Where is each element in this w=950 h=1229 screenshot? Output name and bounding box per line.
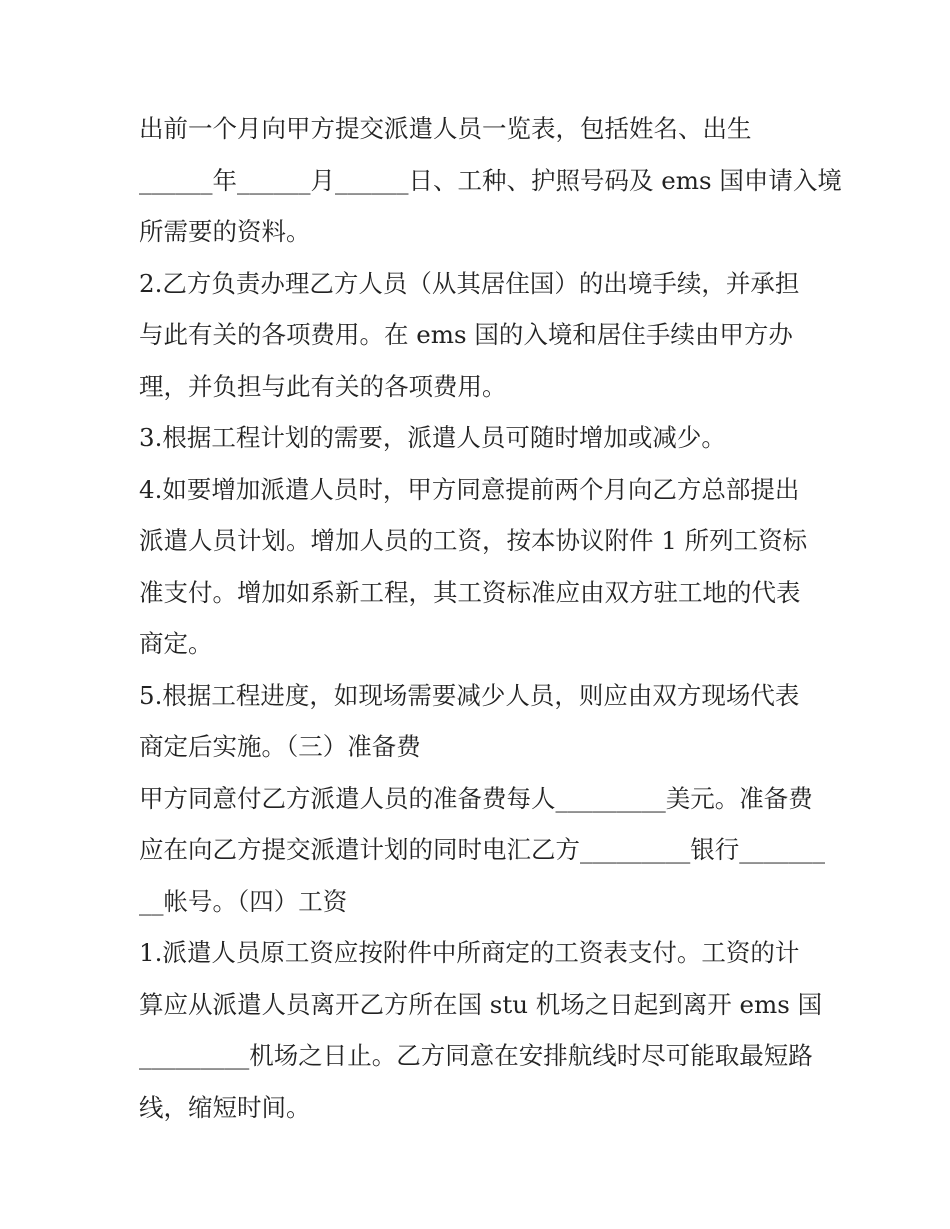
- text-line: 商定后实施。（三）准备费: [139, 732, 421, 761]
- text-line: 3.根据工程计划的需要，派遣人员可随时增加或减少。: [139, 423, 726, 452]
- text-line: 2.乙方负责办理乙方人员（从其居住国）的出境手续，并承担: [139, 268, 800, 298]
- text-line: 1.派遣人员原工资应按附件中所商定的工资表支付。工资的计: [139, 938, 800, 967]
- text-line: 商定。: [139, 629, 213, 658]
- text-line: 线，缩短时间。: [139, 1092, 311, 1122]
- text-line: _________机场之日止。乙方同意在安排航线时尽可能取最短路: [139, 1041, 813, 1070]
- text-line: 理，并负担与此有关的各项费用。: [139, 371, 507, 401]
- text-line: 甲方同意付乙方派遣人员的准备费每人_________美元。准备费: [139, 783, 813, 813]
- text-line: ______年______月______日、工种、护照号码及 ems 国申请入境: [139, 165, 842, 195]
- text-line: 4.如要增加派遣人员时，甲方同意提前两个月向乙方总部提出: [139, 474, 800, 504]
- text-line: __帐号。（四）工资: [139, 886, 348, 916]
- text-line: 出前一个月向甲方提交派遣人员一览表，包括姓名、出生: [139, 114, 752, 143]
- text-line: 应在向乙方提交派遣计划的同时电汇乙方_________银行_______: [139, 835, 825, 864]
- text-line: 准支付。增加如系新工程，其工资标准应由双方驻工地的代表: [139, 577, 801, 607]
- text-line: 所需要的资料。: [139, 217, 311, 246]
- text-line: 算应从派遣人员离开乙方所在国 stu 机场之日起到离开 ems 国: [139, 989, 823, 1019]
- document-body: [139, 103, 842, 1133]
- text-line: 5.根据工程进度，如现场需要减少人员，则应由双方现场代表: [139, 680, 800, 710]
- text-line: 与此有关的各项费用。在 ems 国的入境和居住手续由甲方办: [139, 320, 793, 349]
- text-line: 派遣人员计划。增加人员的工资，按本协议附件 1 所列工资标: [139, 526, 808, 555]
